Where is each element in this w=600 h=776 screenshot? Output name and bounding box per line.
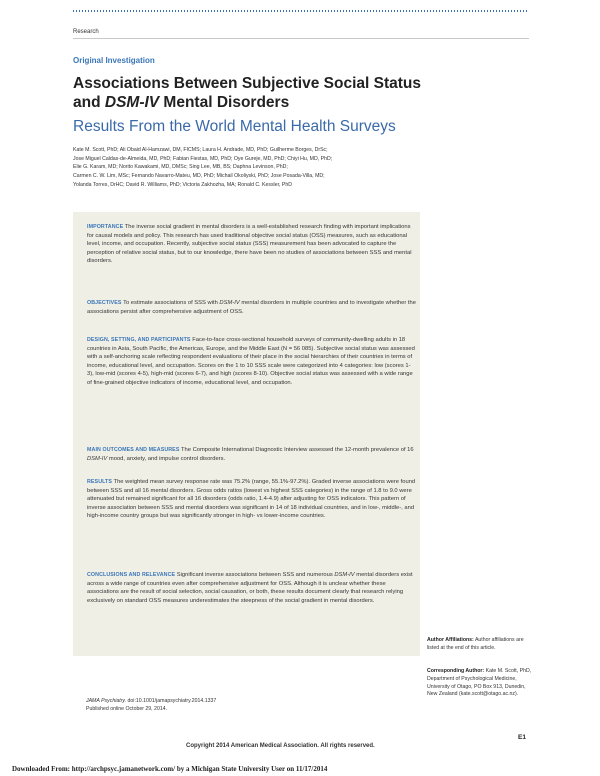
header-rule-dotted	[73, 10, 529, 12]
author-line: Jose Miguel Caldas-de-Almeida, MD, PhD; Fabian Fiestas, MD, PhD; Oye Gureje, MD, PhD; Chiyi Hu, MD, PhD;	[73, 155, 333, 162]
citation-doi: JAMA Psychiatry. doi:10.1001/jamapsychiatry.2014.1337	[86, 698, 217, 704]
author-line: Kate M. Scott, PhD; Ali Obaid Al-Hamzawi, DM, FICMS; Laura H. Andrade, MD, PhD; Guilherme Borges, DrSc;	[73, 147, 328, 153]
section-label: Research	[73, 29, 99, 35]
author-affiliations: Author Affiliations: Author affiliations are listed at the end of this article.	[427, 637, 524, 651]
abstract-box	[73, 212, 420, 656]
affiliations-label: Author Affiliations:	[427, 637, 474, 643]
title-line-2: and DSM-IV Mental Disorders	[73, 94, 290, 111]
abstract-objectives: OBJECTIVES To estimate associations of SSS with DSM-IV mental disorders in multiple countries and to investigate whether the associations persist after comprehensive adjustment of OSS.	[87, 300, 416, 315]
outcomes-label: MAIN OUTCOMES AND MEASURES	[87, 447, 180, 453]
citation-published: Published online October 29, 2014.	[86, 706, 168, 712]
abstract-results: RESULTS The weighted mean survey response rate was 75.2% (range, 55.1%-97.2%). Graded inverse associations were found between SSS and all 16 mental disorders. Gross odds ratios (lowest vs highest SSS categories) in the range of 1.8 to 9.0 were attenuated but remained significant for all 16 disorders (odds ratio, 1.4-4.9) after adjusting for OSS indicators. This pattern of inverse association between SSS and mental disorders was significant in 14 of 18 individual countries, and in low-, middle-, and high-income country groups but was significantly stronger in high- vs lower-income countries.	[87, 479, 416, 520]
abstract-conclusions: CONCLUSIONS AND RELEVANCE Significant inverse associations between SSS and numerous DSM-IV mental disorders exist across a wide range of countries even after comprehensive adjustment for OSS. Although it is unclear whether these associations are the result of social selection, social causation, or both, these results document clearly that research relying exclusively on standard OSS measures underestimates the steepness of the social gradient in mental disorders.	[87, 572, 413, 604]
corresponding-label: Corresponding Author:	[427, 668, 485, 674]
citation	[86, 697, 306, 713]
results-label: RESULTS	[87, 479, 113, 485]
article-type: Original Investigation	[73, 56, 155, 65]
author-line: Elie G. Karam, MD; Norito Kawakami, MD, DMSc; Sing Lee, MB, BS; Daphna Levinson, PhD;	[73, 164, 288, 171]
copyright: Copyright 2014 American Medical Association. All rights reserved.	[186, 743, 375, 749]
abstract-outcomes: MAIN OUTCOMES AND MEASURES The Composite International Diagnostic Interview assessed the 12-month prevalence of 16 DSM-IV mood, anxiety, and impulse control disorders.	[87, 447, 414, 462]
author-line: Yolanda Torres, DrHC; David R. Williams, PhD; Victoria Zakhozha, MA; Ronald C. Kessler, PhD	[73, 181, 293, 188]
abstract-design: DESIGN, SETTING, AND PARTICIPANTS Face-to-face cross-sectional household surveys of community-dwelling adults in 18 countries in Asia, South Pacific, the Americas, Europe, and the Middle East (N = 56 085). Subjective social status was assessed with a self-anchoring scale reflecting respondent evaluations of their place in the social hierarchies of their countries in terms of income, educational level, and occupation. Scores on the 1 to 10 SSS scale were categorized into 4 categories: low (scores 1-3), low-mid (scores 4-5), high-mid (scores 6-7), and high (scores 8-10). Objective social status was assessed with a wide range of fine-grained objective indicators of income, educational level, and occupation.	[87, 337, 415, 386]
page-number: E1	[518, 734, 526, 741]
objectives-label: OBJECTIVES	[87, 300, 122, 306]
title-line-1: Associations Between Subjective Social Status	[73, 75, 422, 92]
author-list	[73, 146, 423, 190]
design-label: DESIGN, SETTING, AND PARTICIPANTS	[87, 337, 191, 343]
article-subtitle: Results From the World Mental Health Surveys	[73, 118, 396, 135]
download-notice: Downloaded From: http://archpsyc.jamanetwork.com/ by a Michigan State University User on 11/17/2014	[12, 765, 328, 773]
article-title	[73, 74, 533, 112]
importance-label: IMPORTANCE	[87, 224, 124, 230]
corresponding-author: Corresponding Author: Kate M. Scott, PhD, Department of Psychological Medicine, University of Otago, PO Box 913, Dunedin, New Zealand (kate.scott@otago.ac.nz).	[427, 668, 532, 698]
abstract-importance: IMPORTANCE The inverse social gradient in mental disorders is a well-established research finding with important implications for causal models and policy. This research has used traditional objective social status (OSS) measures, such as educational level, income, and occupation. Recently, subjective social status (SSS) measurement has been advocated to capture the perception of relative social status, but to our knowledge, there have been no studies of associations between SSS and mental disorders.	[87, 224, 412, 265]
conclusions-label: CONCLUSIONS AND RELEVANCE	[87, 572, 176, 578]
header-divider	[73, 38, 529, 39]
author-line: Carmen C. W. Lim, MSc; Fernando Navarro-Mateu, MD, PhD; Michail Okoliyski, PhD; Jose Posada-Villa, MD;	[73, 173, 325, 180]
